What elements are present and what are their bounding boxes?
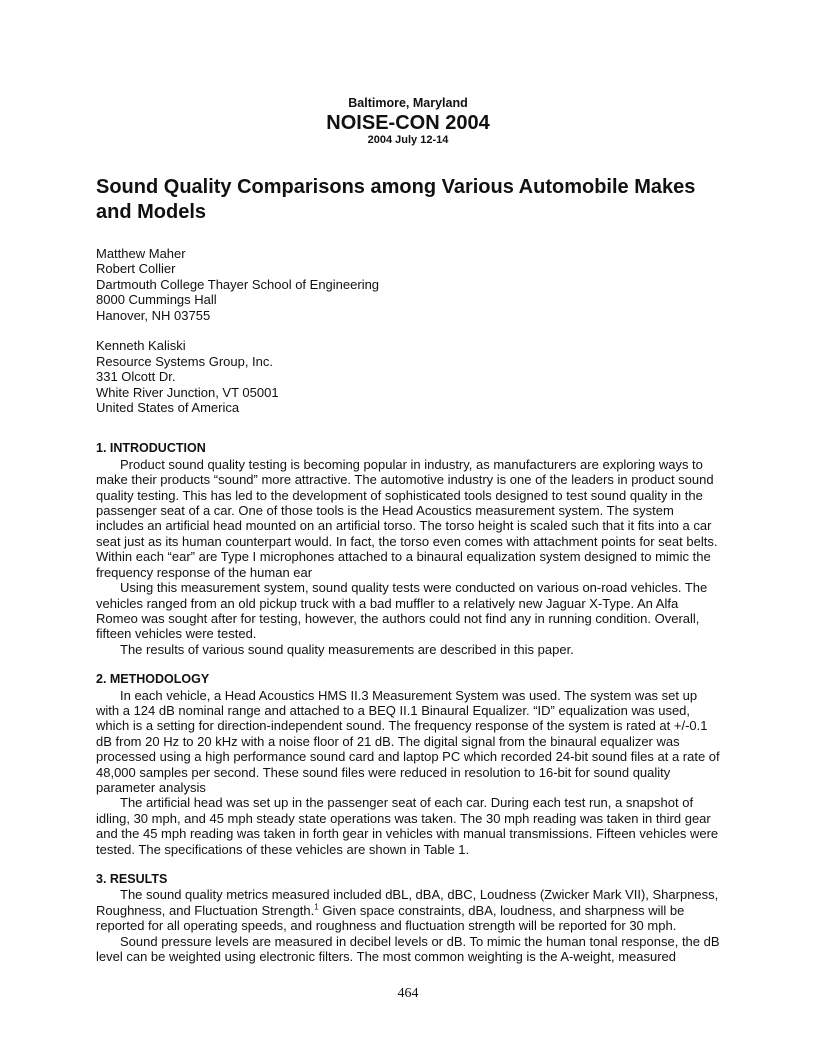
paragraph: Using this measurement system, sound quality tests were conducted on various on-road vehicles. The vehicles ranged from an old pickup truck with a bad muffler to a relatively new Jaguar X-Type. An Alfa Romeo was sought after for testing, however, the authors could not find any in running condition. Overall, fifteen vehicles were tested. [96, 580, 708, 642]
institution: Dartmouth College Thayer School of Engineering [96, 276, 380, 292]
section-heading: 2. METHODOLOGY [96, 672, 210, 687]
address-line: 8000 Cummings Hall [96, 292, 217, 308]
paragraph: The artificial head was set up in the passenger seat of each car. During each test run, a snapshot of idling, 30 mph, and 45 mph steady state operations was taken. The 30 mph reading was taken in third gear and the 45 mph reading was taken in forth gear in vehicles with manual transmissions. Fifteen vehicles were tested. The specifications of these vehicles are shown in Table 1. [96, 795, 719, 857]
author-name: Matthew Maher [96, 246, 186, 261]
paragraph: In each vehicle, a Head Acoustics HMS II.3 Measurement System was used. The system was set up with a 124 dB nominal range and attached to a BEQ II.1 Binaural Equalizer. “ID” equalization was used, which is a setting for direction-independent sound. The frequency response of the system is rated at +/-0.1 dB from 20 Hz to 20 kHz with a noise floor of 21 dB. The digital signal from the binaural equalizer was processed using a high performance sound card and laptop PC which recorded 24-bit sound files at a rate of 48,000 samples per second. These sound files were reduced in resolution to 16-bit for sound quality parameter analysis [96, 687, 720, 795]
conference-name: NOISE-CON 2004 [326, 112, 490, 134]
section-results [96, 872, 720, 964]
conference-dates: 2004 July 12-14 [367, 134, 449, 146]
paper-page [96, 96, 720, 964]
author-name: Robert Collier [96, 261, 176, 277]
paragraph: Product sound quality testing is becoming popular in industry, as manufacturers are exploring ways to make their products “sound” more attractive. The automotive industry is one of the leaders in product sound quality testing. This has led to the development of sophisticated tools designed to test sound quality in the passenger seat of a car. One of those tools is the Head Acoustics measurement system. The system includes an artificial head mounted on an artificial torso. The torso height is scaled such that it fits into a car seat just as its human counterpart would. In fact, the torso even comes with attachment points for seat belts. Within each “ear” are Type I microphones attached to a binaural equalization system designed to mimic the frequency response of the human ear [96, 456, 718, 580]
address-line: 331 Olcott Dr. [96, 369, 176, 385]
address-line: Hanover, NH 03755 [96, 307, 211, 323]
conference-location: Baltimore, Maryland [348, 96, 468, 110]
footnote-marker: 1 [314, 902, 319, 912]
paragraph [96, 887, 720, 933]
affiliation-1 [96, 246, 720, 323]
author-block [96, 246, 720, 415]
page-number: 464 [397, 986, 419, 1001]
section-methodology [96, 672, 720, 857]
affiliation-2 [96, 338, 720, 415]
paragraph-text: The sound quality metrics measured included dBL, dBA, dBC, Loudness (Zwicker Mark VII), Sharpness, Roughness, and Fluctuation Strength. [96, 887, 719, 918]
author-name: Kenneth Kaliski [96, 338, 186, 354]
address-line: White River Junction, VT 05001 [96, 384, 279, 400]
paragraph: Sound pressure levels are measured in decibel levels or dB. To mimic the human tonal response, the dB level can be weighted using electronic filters. The most common weighting is the A-weight, measured [96, 933, 720, 965]
address-line: United States of America [96, 400, 240, 416]
institution: Resource Systems Group, Inc. [96, 353, 274, 369]
paragraph-text: Given space constraints, dBA, loudness, and sharpness will be reported for all operating speeds, and roughness and fluctuation strength will be reported for 30 mph. [96, 902, 685, 934]
paper-title: Sound Quality Comparisons among Various Automobile Makes and Models [96, 176, 696, 223]
paragraph: The results of various sound quality measurements are described in this paper. [120, 641, 574, 657]
section-heading: 3. RESULTS [96, 872, 168, 887]
section-heading: 1. INTRODUCTION [96, 441, 206, 456]
section-introduction [96, 441, 720, 657]
conference-header [96, 96, 720, 147]
